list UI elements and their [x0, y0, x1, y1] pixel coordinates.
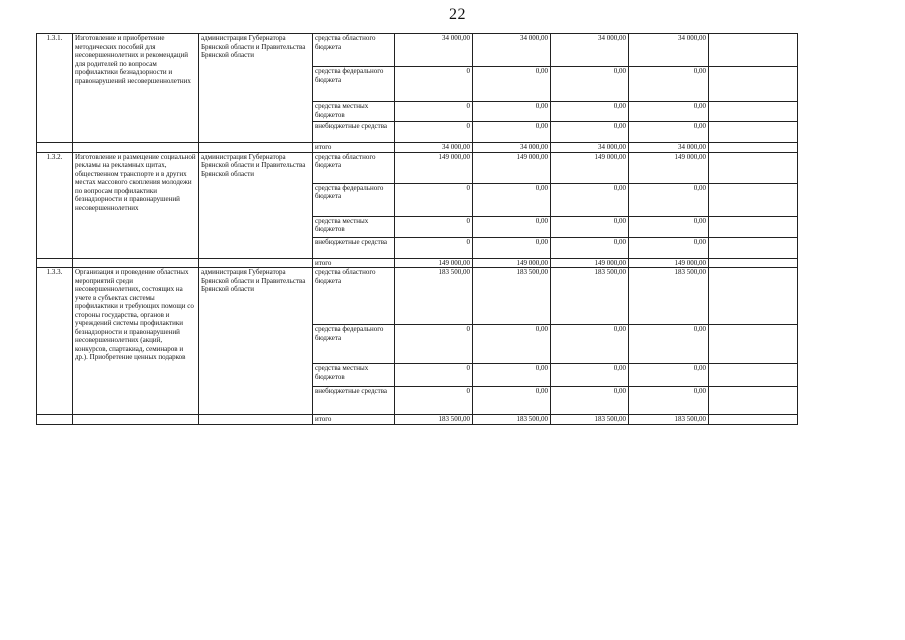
measure-title: Изготовление и размещение социальной рекламы на рекламных щитах, общественном транспорте и в других местах массового скопления молодежи по вопросам профилактики безнадзорности и правонарушений несовершеннолетних	[73, 152, 199, 258]
amount-cell: 0,00	[473, 122, 551, 143]
funding-source: средства федерального бюджета	[313, 183, 395, 216]
amount-cell: 183 500,00	[629, 268, 709, 325]
amount-cell: 0	[395, 122, 473, 143]
amount-cell: 0,00	[551, 216, 629, 237]
total-amount: 149 000,00	[551, 258, 629, 268]
amount-cell: 0,00	[629, 122, 709, 143]
amount-cell: 0,00	[629, 387, 709, 415]
total-amount: 183 500,00	[551, 415, 629, 425]
amount-cell: 149 000,00	[395, 152, 473, 183]
measure-number: 1.3.3.	[37, 268, 73, 415]
total-amount: 183 500,00	[473, 415, 551, 425]
page-number: 22	[449, 6, 466, 23]
amount-cell: 0,00	[473, 183, 551, 216]
empty-cell	[709, 102, 798, 122]
empty-cell	[709, 364, 798, 387]
total-amount: 149 000,00	[395, 258, 473, 268]
amount-cell: 0,00	[551, 364, 629, 387]
funding-source: средства областного бюджета	[313, 268, 395, 325]
amount-cell: 149 000,00	[473, 152, 551, 183]
measure-executor: администрация Губернатора Брянской области и Правительства Брянской области	[199, 268, 313, 415]
amount-cell: 0	[395, 364, 473, 387]
table-row	[37, 258, 798, 268]
amount-cell: 183 500,00	[551, 268, 629, 325]
amount-cell: 0,00	[629, 216, 709, 237]
measure-number: 1.3.1.	[37, 34, 73, 143]
empty-cell	[709, 152, 798, 183]
empty-cell	[37, 143, 73, 153]
empty-cell	[709, 143, 798, 153]
amount-cell: 0,00	[473, 325, 551, 364]
amount-cell: 0,00	[473, 67, 551, 102]
empty-cell	[709, 237, 798, 258]
amount-cell: 0,00	[629, 67, 709, 102]
amount-cell: 0,00	[551, 387, 629, 415]
table-row	[37, 268, 798, 325]
table-body	[37, 34, 798, 425]
amount-cell: 0,00	[473, 237, 551, 258]
amount-cell: 0,00	[551, 67, 629, 102]
empty-cell	[37, 258, 73, 268]
amount-cell: 183 500,00	[395, 268, 473, 325]
amount-cell: 0	[395, 183, 473, 216]
amount-cell: 0,00	[629, 183, 709, 216]
amount-cell: 0	[395, 216, 473, 237]
amount-cell: 0,00	[551, 237, 629, 258]
table-row	[37, 34, 798, 67]
funding-source: средства местных бюджетов	[313, 102, 395, 122]
amount-cell: 0,00	[551, 102, 629, 122]
empty-cell	[37, 415, 73, 425]
amount-cell: 0	[395, 67, 473, 102]
empty-cell	[709, 258, 798, 268]
total-amount: 34 000,00	[473, 143, 551, 153]
funding-source: средства областного бюджета	[313, 34, 395, 67]
total-amount: 34 000,00	[551, 143, 629, 153]
empty-cell	[709, 415, 798, 425]
total-label: итого	[313, 143, 395, 153]
total-amount: 183 500,00	[395, 415, 473, 425]
amount-cell: 0	[395, 102, 473, 122]
empty-cell	[73, 258, 199, 268]
table-row	[37, 415, 798, 425]
empty-cell	[709, 387, 798, 415]
amount-cell: 0,00	[551, 325, 629, 364]
amount-cell: 0,00	[629, 237, 709, 258]
total-amount: 149 000,00	[473, 258, 551, 268]
funding-source: внебюджетные средства	[313, 122, 395, 143]
empty-cell	[199, 143, 313, 153]
measure-number: 1.3.2.	[37, 152, 73, 258]
amount-cell: 34 000,00	[629, 34, 709, 67]
funding-source: средства федерального бюджета	[313, 67, 395, 102]
total-amount: 34 000,00	[629, 143, 709, 153]
funding-source: внебюджетные средства	[313, 387, 395, 415]
measure-title: Изготовление и приобретение методических пособий для несовершеннолетних и рекомендаций для родителей по вопросам профилактики безнадзорности и правонарушений несовершеннолетних	[73, 34, 199, 143]
total-amount: 34 000,00	[395, 143, 473, 153]
amount-cell: 0	[395, 325, 473, 364]
empty-cell	[709, 268, 798, 325]
amount-cell: 34 000,00	[473, 34, 551, 67]
amount-cell: 34 000,00	[551, 34, 629, 67]
amount-cell: 0,00	[473, 216, 551, 237]
table-row	[37, 143, 798, 153]
measure-title: Организация и проведение областных мероприятий среди несовершеннолетних, состоящих на учете в субъектах системы профилактики и требующих помощи со стороны государства, органов и учреждений системы профилактики безнадзорности и правонарушений несовершеннолетних (акций, конкурсов, спартакиад, семинаров и др.). Приобретение ценных подарков	[73, 268, 199, 415]
empty-cell	[709, 183, 798, 216]
amount-cell: 149 000,00	[551, 152, 629, 183]
empty-cell	[709, 216, 798, 237]
empty-cell	[199, 415, 313, 425]
funding-source: средства федерального бюджета	[313, 325, 395, 364]
empty-cell	[73, 143, 199, 153]
funding-source: средства областного бюджета	[313, 152, 395, 183]
amount-cell: 0,00	[629, 364, 709, 387]
amount-cell: 0,00	[473, 102, 551, 122]
amount-cell: 0,00	[473, 387, 551, 415]
amount-cell: 0,00	[629, 102, 709, 122]
total-amount: 149 000,00	[629, 258, 709, 268]
amount-cell: 0,00	[629, 325, 709, 364]
empty-cell	[199, 258, 313, 268]
measure-executor: администрация Губернатора Брянской области и Правительства Брянской области	[199, 152, 313, 258]
empty-cell	[709, 122, 798, 143]
funding-source: внебюджетные средства	[313, 237, 395, 258]
funding-source: средства местных бюджетов	[313, 364, 395, 387]
amount-cell: 149 000,00	[629, 152, 709, 183]
amount-cell: 0	[395, 387, 473, 415]
amount-cell: 0,00	[551, 122, 629, 143]
total-label: итого	[313, 415, 395, 425]
program-measures-table	[36, 33, 798, 425]
total-label: итого	[313, 258, 395, 268]
amount-cell: 0,00	[473, 364, 551, 387]
empty-cell	[73, 415, 199, 425]
table-row	[37, 152, 798, 183]
funding-source: средства местных бюджетов	[313, 216, 395, 237]
empty-cell	[709, 34, 798, 67]
amount-cell: 0,00	[551, 183, 629, 216]
amount-cell: 0	[395, 237, 473, 258]
measure-executor: администрация Губернатора Брянской области и Правительства Брянской области	[199, 34, 313, 143]
total-amount: 183 500,00	[629, 415, 709, 425]
empty-cell	[709, 325, 798, 364]
empty-cell	[709, 67, 798, 102]
amount-cell: 183 500,00	[473, 268, 551, 325]
amount-cell: 34 000,00	[395, 34, 473, 67]
